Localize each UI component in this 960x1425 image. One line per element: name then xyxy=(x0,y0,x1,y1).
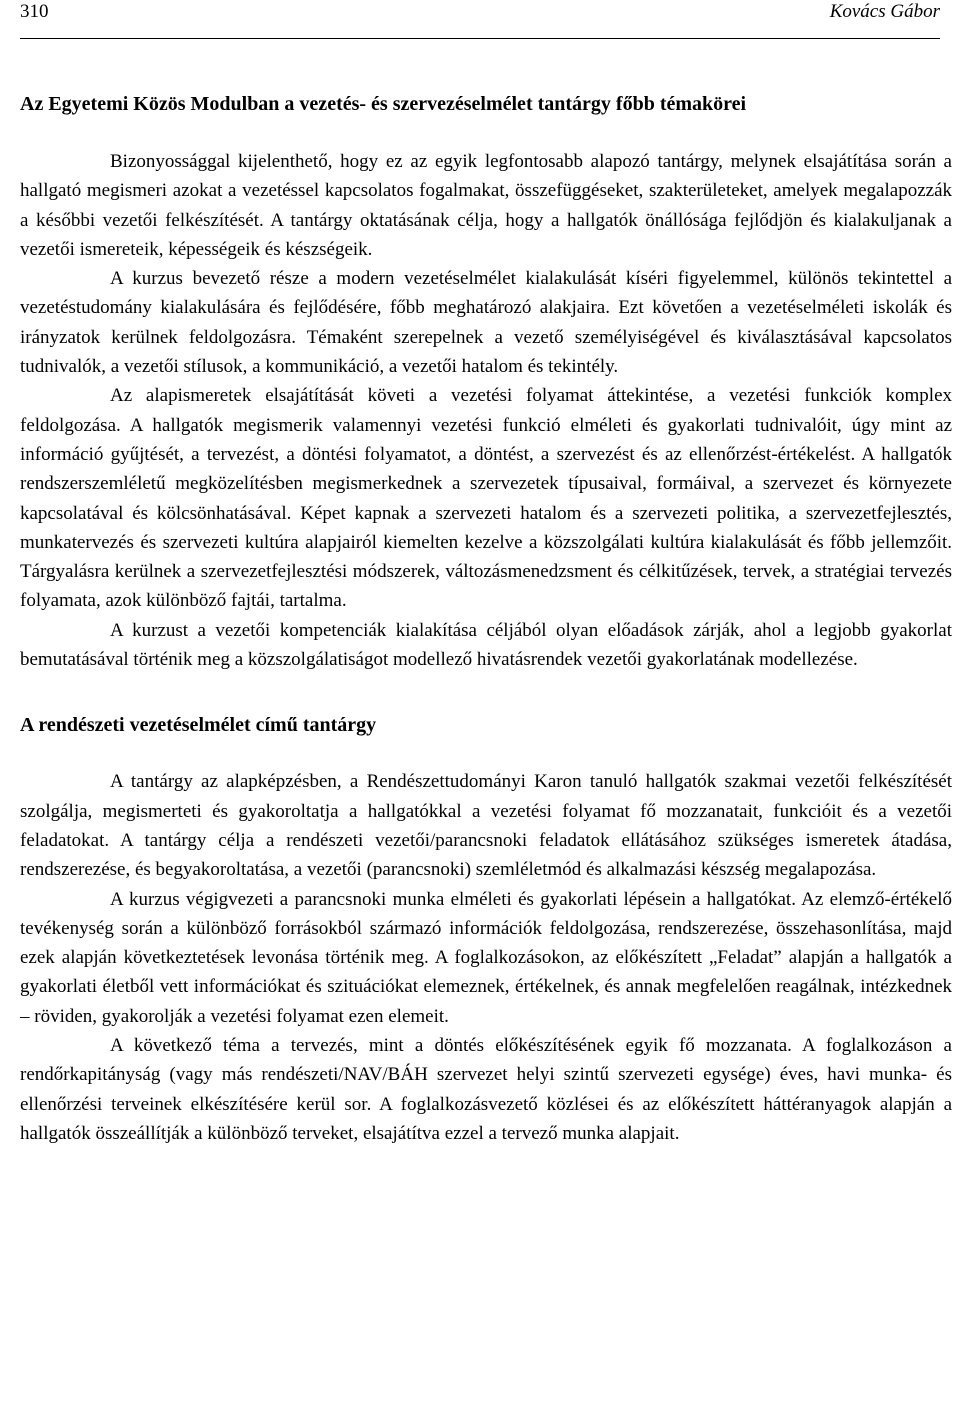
paragraph: A következő téma a tervezés, mint a döntés előkészítésének egyik fő mozzanata. A foglalkozáson a rendőrkapitányság (vagy más rendészeti/NAV/BÁH szervezet helyi szintű szervezeti egysége) éves, havi munka- és ellenőrzési terveinek elkészítésére kerül sor. A foglalkozásvezető közlései és az előkészített háttéranyagok alapján a hallgatók összeállítják a különböző terveket, elsajátítva ezzel a tervező munka alapjait. xyxy=(20,1035,952,1144)
section-heading: Az Egyetemi Közös Modulban a vezetés- és szervezéselmélet tantárgy főbb témakörei xyxy=(20,93,747,115)
running-header-author: Kovács Gábor xyxy=(829,1,940,22)
page-content xyxy=(20,91,952,1186)
page-number: 310 xyxy=(20,1,49,22)
paragraph: A kurzust a vezetői kompetenciák kialakítása céljából olyan előadások zárják, ahol a legjobb gyakorlat bemutatásával történik meg a közszolgálatiságot modellező hivatásrendek vezetői gyakorlatának modellezése. xyxy=(20,619,952,671)
paragraph: A kurzus bevezető része a modern vezetéselmélet kialakulását kíséri figyelemmel, különös tekintettel a vezetéstudomány kialakulására és fejlődésére, főbb meghatározó alakjaira. Ezt követően a vezetéselméleti iskolák és irányzatok kerülnek feldolgozásra. Témaként szerepelnek a vezető személyiségével és kiválasztásával kapcsolatos tudnivalók, a vezetői stílusok, a kommunikáció, a vezetői hatalom és tekintély. xyxy=(20,268,952,378)
paragraph: Bizonyossággal kijelenthető, hogy ez az egyik legfontosabb alapozó tantárgy, melynek elsajátítása során a hallgató megismeri azokat a vezetéssel kapcsolatos fogalmakat, összefüggéseket, szakterületeket, amelyek megalapozzák a későbbi vezetői felkészítését. A tantárgy oktatásának célja, hogy a hallgatók önállósága fejlődjön és kialakuljanak a vezetői ismereteik, képességeik és készségeik. xyxy=(20,151,952,260)
running-header xyxy=(20,0,940,39)
section-body xyxy=(20,147,952,674)
section-body xyxy=(20,767,952,1148)
paragraph: A tantárgy az alapképzésben, a Rendészettudományi Karon tanuló hallgatók szakmai vezetői felkészítését szolgálja, megismerteti és gyakoroltatja a hallgatókkal a vezetési folyamat fő mozzanatait, funkcióit és a vezetői feladatokat. A tantárgy célja a rendészeti vezetői/parancsnoki feladatok ellátásához szükséges ismeretek átadása, rendszerezése, és begyakoroltatása, a vezetői (parancsnoki) szemléletmód és alkalmazási készség megalapozása. xyxy=(20,771,952,881)
section-modul xyxy=(20,91,952,674)
paragraph: A kurzus végigvezeti a parancsnoki munka elméleti és gyakorlati lépésein a hallgatókat. Az elemző-értékelő tevékenység során a különböző forrásokból származó információk feldolgozása, rendszerezése, összehasonlítása, majd ezek alapján következtetések levonása történik meg. A foglalkozásokon, az előkészített „Feladat” alapján a hallgatók a gyakorlati életből vett információkat és szituációkat elemeznek, értékelnek, és annak megfelelően reagálnak, intézkednek – röviden, gyakorolják a vezetési folyamat ezen elemeit. xyxy=(20,888,952,1027)
paragraph: Az alapismeretek elsajátítását követi a vezetési folyamat áttekintése, a vezetési funkciók komplex feldolgozása. A hallgatók megismerik valamennyi vezetési funkció elméleti és gyakorlati tudnivalóit, úgy mint az információ gyűjtését, a tervezést, a döntési folyamatot, a döntést, a szervezést és az ellenőrzést-értékelést. A hallgatók rendszerszemléletű megközelítésben megismerkednek a szervezetek típusaival, formáival, a szervezet és környezete kapcsolatával és kölcsönhatásával. Képet kapnak a szervezeti hatalom és a szervezeti politika, a szervezetfejlesztés, munkatervezés és szervezeti kultúra alapjairól kiemelten kezelve a közszolgálati kultúra kialakulását és főbb jellemzőit. Tárgyalásra kerülnek a szervezetfejlesztési módszerek, változásmenedzsment és célkitűzések, tervek, a stratégiai tervezés folyamata, azok különböző fajtái, tartalma. xyxy=(20,385,952,612)
section-heading: A rendészeti vezetéselmélet című tantárgy xyxy=(20,714,377,737)
section-rendeszeti xyxy=(20,712,952,1148)
